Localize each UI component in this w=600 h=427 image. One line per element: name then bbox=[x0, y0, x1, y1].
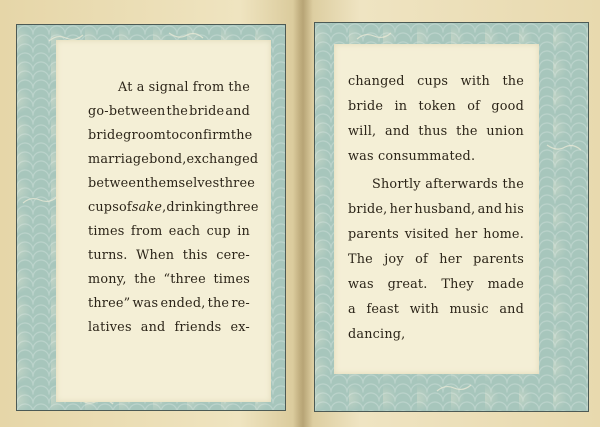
text-line: times from each cup in bbox=[88, 224, 250, 239]
left-page-text bbox=[56, 40, 271, 402]
text-line: was great. They made bbox=[348, 277, 524, 292]
text-line: marriage bond, exchanged bbox=[88, 152, 259, 167]
text-line: a feast with music and bbox=[348, 302, 524, 317]
text-line: between themselves three bbox=[88, 176, 256, 191]
crane-motif-icon bbox=[355, 31, 393, 41]
text-line: mony, the “three times bbox=[88, 272, 250, 287]
text-line: bridegroom to confirm the bbox=[88, 128, 253, 143]
text-line: cups of sake, drinking three bbox=[88, 200, 259, 215]
text-line: was consummated. bbox=[348, 149, 476, 164]
text-line: At a signal from the bbox=[118, 80, 250, 95]
text-line: bride in token of good bbox=[348, 99, 524, 114]
text-line: Shortly afterwards the bbox=[372, 177, 524, 192]
text-line: latives and friends ex- bbox=[88, 320, 250, 335]
text-line: turns. When this cere- bbox=[88, 248, 250, 263]
text-line: changed cups with the bbox=[348, 74, 524, 89]
crane-motif-icon bbox=[21, 195, 59, 205]
text-line: three” was ended, the re- bbox=[88, 296, 250, 311]
text-line: will, and thus the union bbox=[348, 124, 524, 139]
text-line: The joy of her parents bbox=[348, 252, 524, 267]
text-line: go-between the bride and bbox=[88, 104, 250, 119]
text-line: dancing, bbox=[348, 327, 406, 342]
right-page bbox=[300, 0, 600, 427]
right-page-text bbox=[334, 44, 539, 374]
crane-motif-icon bbox=[545, 143, 583, 153]
text-line: bride, her husband, and his bbox=[348, 202, 524, 217]
crane-motif-icon bbox=[435, 383, 473, 393]
text-line: parents visited her home. bbox=[348, 227, 524, 242]
